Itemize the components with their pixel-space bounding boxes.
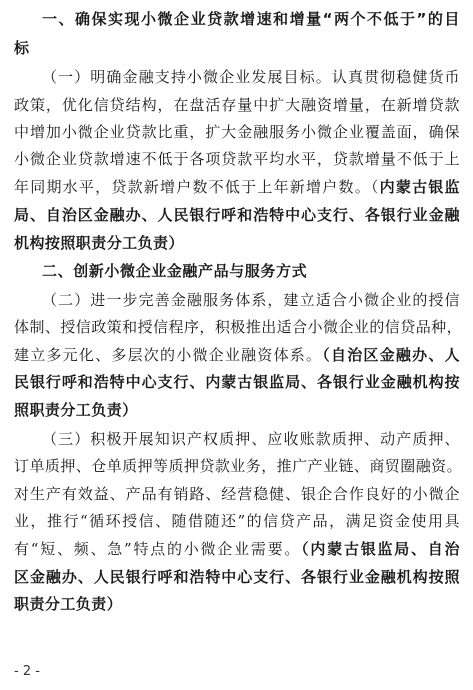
text-line: （一）明确金融支持小微企业发展目标。认真贯彻稳健货币 (42, 68, 460, 86)
page-number: - 2 - (14, 664, 40, 679)
text-line: （二）进一步完善金融服务体系，建立适合小微企业的授信 (42, 291, 460, 309)
text-line: 对生产有效益、产品有销路、经营稳健、银企合作良好的小微企 (14, 485, 460, 503)
text-line: 局、自治区金融办、人民银行呼和浩特中心支行、各银行业金融 (14, 206, 460, 224)
text-line: 照职责分工负责） (14, 401, 138, 419)
text-line: 年同期水平，贷款新增户数不低于上年新增户数。（内蒙古银监 (14, 178, 460, 196)
text-line: 二、创新小微企业金融产品与服务方式 (42, 262, 308, 280)
text-line: 小微企业贷款增速不低于各项贷款平均水平，贷款增量不低于上 (14, 150, 460, 168)
text-line: 中增加小微企业贷款比重，扩大金融服务小微企业覆盖面，确保 (14, 123, 460, 141)
text-line: 政策，优化信贷结构，在盘活存量中扩大融资增量，在新增贷款 (14, 96, 460, 114)
text-line: 标 (14, 39, 30, 57)
text-line: 一、确保实现小微企业贷款增速和增量“两个不低于”的目 (42, 10, 460, 28)
text-line: 有“短、频、急”特点的小微企业需要。（内蒙古银监局、自治 (14, 540, 460, 558)
text-line: （三）积极开展知识产权质押、应收账款质押、动产质押、 (42, 430, 460, 448)
text-line: 机构按照职责分工负责） (14, 234, 184, 252)
text-line: 民银行呼和浩特中心支行、内蒙古银监局、各银行业金融机构按 (14, 373, 460, 391)
text-line: 体制、授信政策和授信程序，积极推出适合小微企业的信贷品种， (14, 318, 463, 336)
text-line: 区金融办、人民银行呼和浩特中心支行、各银行业金融机构按照 (14, 568, 460, 586)
text-line: 订单质押、仓单质押等质押贷款业务，推广产业链、商贸圈融资。 (14, 457, 463, 475)
text-line: 职责分工负责） (14, 595, 123, 613)
text-line: 业，推行“循环授信、随借随还”的信贷产品，满足资金使用具 (14, 512, 460, 530)
text-line: 建立多元化、多层次的小微企业融资体系。（自治区金融办、人 (14, 346, 460, 364)
